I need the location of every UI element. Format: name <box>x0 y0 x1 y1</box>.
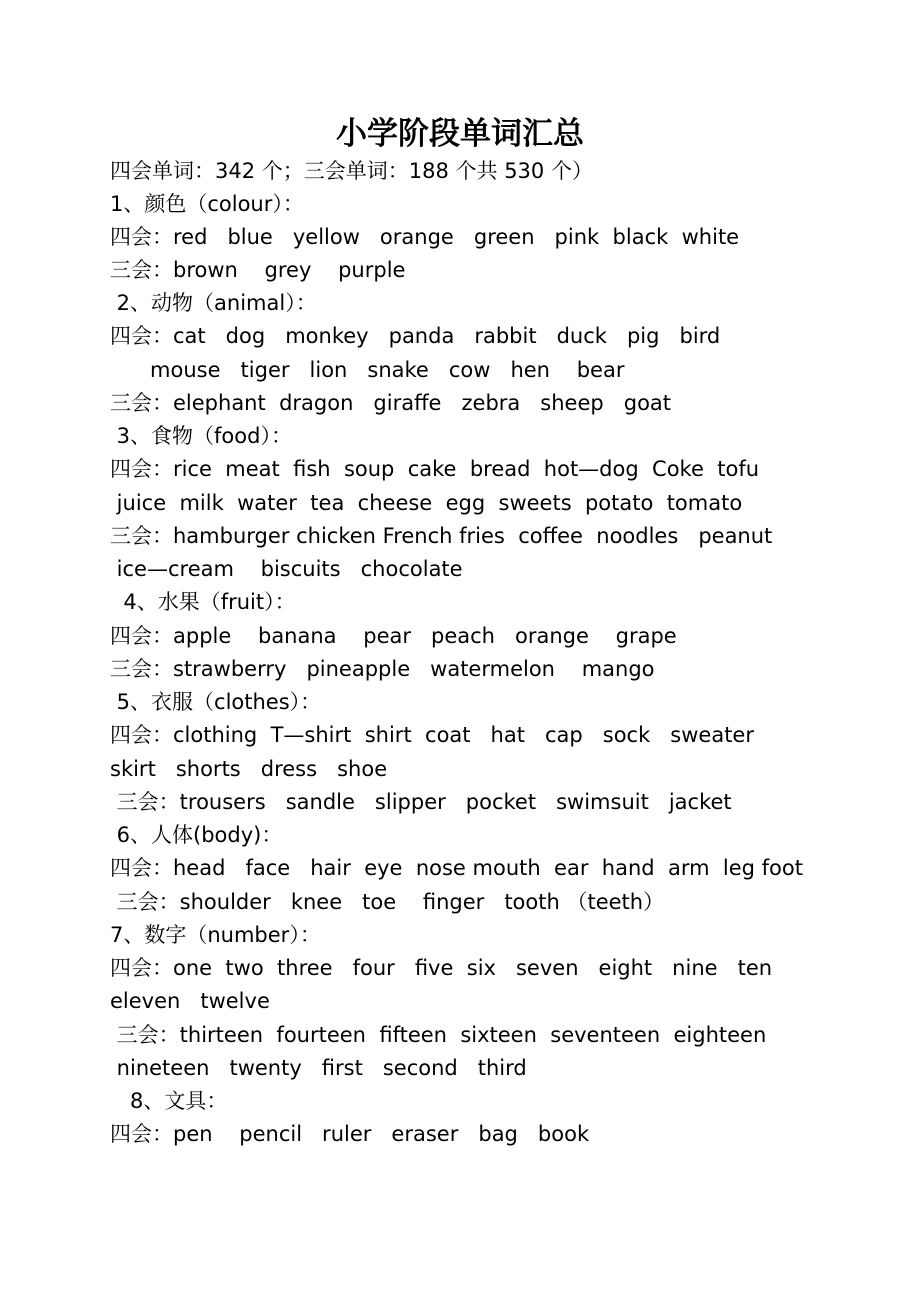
list-item: 四会：apple banana pear peach orange grape <box>110 624 677 648</box>
list-item: 三会：trousers sandle slipper pocket swimsuit jacket <box>110 790 732 814</box>
list-item: 三会：thirteen fourteen fifteen sixteen seventeen eighteen <box>110 1023 767 1047</box>
section-heading-body: 6、人体(body)： <box>110 823 283 847</box>
list-item: 三会：elephant dragon giraffe zebra sheep goat <box>110 391 672 415</box>
list-item: 四会：head face hair eye nose mouth ear hand arm leg foot <box>110 856 803 880</box>
list-item: 四会：red blue yellow orange green pink black white <box>110 225 740 249</box>
list-item: 四会：rice meat fish soup cake bread hot—dog Coke tofu <box>110 457 760 481</box>
section-heading-clothes: 5、衣服（clothes）： <box>110 690 322 714</box>
summary-line: 四会单词：342 个；三会单词：188 个共 530 个） <box>110 159 593 183</box>
list-item: ice—cream biscuits chocolate <box>110 557 463 581</box>
list-item: juice milk water tea cheese egg sweets potato tomato <box>110 491 743 515</box>
list-item: 三会：brown grey purple <box>110 258 406 282</box>
list-item: 四会：one two three four five six seven eight nine ten <box>110 956 773 980</box>
list-item: 三会：strawberry pineapple watermelon mango <box>110 657 655 681</box>
list-item: 四会：pen pencil ruler eraser bag book <box>110 1122 590 1146</box>
section-heading-animal: 2、动物（animal）： <box>110 291 317 315</box>
section-heading-number: 7、数字（number）： <box>110 923 321 947</box>
list-item: nineteen twenty first second third <box>110 1056 527 1080</box>
section-heading-stationery: 8、文具： <box>110 1089 228 1113</box>
list-item: 三会：shoulder knee toe finger tooth （teeth） <box>110 890 665 914</box>
section-heading-fruit: 4、水果（fruit）： <box>110 590 296 614</box>
list-item: skirt shorts dress shoe <box>110 757 388 781</box>
list-item: 三会：hamburger chicken French fries coffee noodles peanut <box>110 524 773 548</box>
list-item: eleven twelve <box>110 989 270 1013</box>
section-heading-colour: 1、颜色（colour）： <box>110 192 304 216</box>
page-title: 小学阶段单词汇总 <box>336 116 584 152</box>
list-item: 四会：clothing T—shirt shirt coat hat cap sock sweater <box>110 723 754 747</box>
list-item: mouse tiger lion snake cow hen bear <box>110 358 625 382</box>
section-heading-food: 3、食物（food）： <box>110 424 292 448</box>
list-item: 四会：cat dog monkey panda rabbit duck pig bird <box>110 324 721 348</box>
